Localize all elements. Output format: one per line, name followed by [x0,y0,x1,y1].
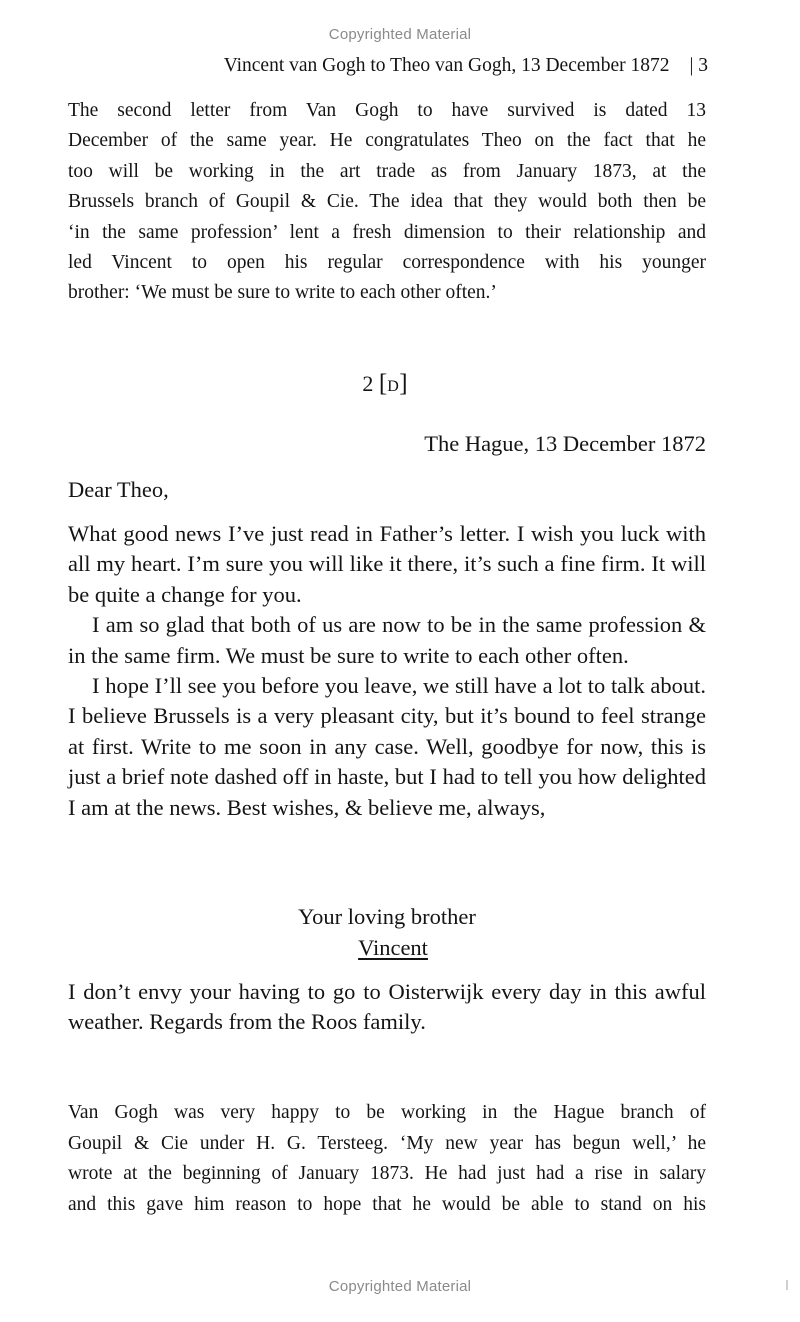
source-code: D [387,378,400,395]
commentary-line: wrote at the beginning of January 1873. He had just had a rise in salary [68,1163,706,1185]
scan-artifact [786,1280,788,1290]
commentary-paragraph [68,1098,706,1220]
intro-line: too will be working in the art trade as from January 1873, at the [68,160,706,182]
running-head-separator: | [689,55,694,76]
page-number: 3 [698,55,708,76]
letter-number: 2 [362,371,374,396]
intro-line: Brussels branch of Goupil & Cie. The idea that they would both then be [68,191,706,213]
letter-salutation: Dear Theo, [68,477,169,502]
running-head-title: Vincent van Gogh to Theo van Gogh, 13 December 1872 [223,55,670,76]
letter-place-date: The Hague, 13 December 1872 [424,431,706,456]
closing-phrase: Your loving brother [298,904,476,929]
letter-paragraph: What good news I’ve just read in Father’s letter. I wish you luck with all my heart. I’m sure you will like it there, it’s such a fine firm. It will be quite a change for you. [68,521,706,607]
watermark-bottom: Copyrighted Material [328,1278,472,1295]
letter-paragraph: I am so glad that both of us are now to be in the same profession & in the same firm. We must be sure to write to each other often. [68,612,706,668]
letter-body [68,519,706,823]
intro-line: led Vincent to open his regular correspondence with his younger [68,252,706,274]
letter-paragraph: I hope I’ll see you before you leave, we still have a lot to talk about. I believe Brussels is a very pleasant city, but it’s bound to feel strange at first. Write to me soon in any case. Well, goodbye for now, this is just a brief note dashed off in haste, but I had to tell you how delighted I am at the news. Best wishes, & believe me, always, [68,673,706,820]
letter-postscript: I don’t envy your having to go to Oisterwijk every day in this awful weather. Regards from the Roos family. [68,979,706,1035]
intro-paragraph [68,96,706,309]
intro-line: brother: ‘We must be sure to write to each other often.’ [68,282,497,304]
commentary-line: Goupil & Cie under H. G. Tersteeg. ‘My new year has begun well,’ he [68,1132,706,1154]
intro-line: December of the same year. He congratulates Theo on the fact that he [68,130,706,152]
intro-line: ‘in the same profession’ lent a fresh dimension to their relationship and [68,221,706,243]
intro-line: The second letter from Van Gogh to have survived is dated 13 [68,100,706,121]
letter-closing [68,901,706,963]
running-head [68,52,708,80]
bracket-open: [ [378,370,388,397]
letter-number-heading [0,368,770,403]
bracket-close: ] [399,370,408,397]
commentary-line: Van Gogh was very happy to be working in the Hague branch of [68,1102,706,1123]
signature: Vincent [358,935,428,960]
commentary-line: and this gave him reason to hope that he would be able to stand on his [68,1193,706,1215]
watermark-top: Copyrighted Material [328,26,472,43]
